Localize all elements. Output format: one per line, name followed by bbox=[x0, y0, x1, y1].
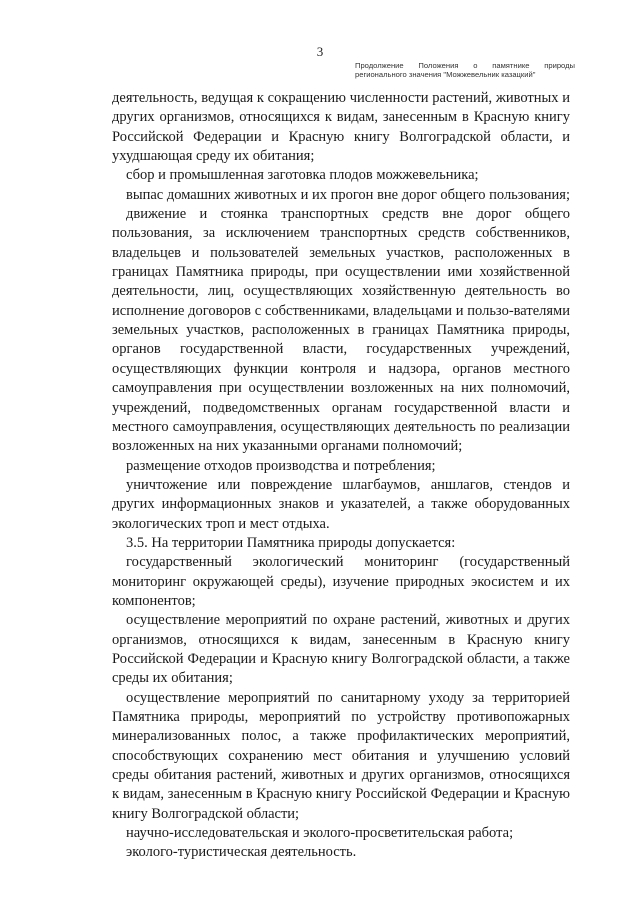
paragraph: осуществление мероприятий по санитарному уходу за территорией Памятника природы, мероприятий по устройству противопожарных минерализованных полос, а также профилактических мероприятий, способствующих сохранению мест обитания и улучшению условий среды обитания растений, животных и других организмов, относящихся к видам, занесенным в Красную книгу Российской Федерации и Красную книгу Волгоградской области; bbox=[112, 689, 570, 822]
header-note-line: Продолжение Положения о памятнике природы bbox=[355, 61, 575, 70]
paragraph: размещение отходов производства и потребления; bbox=[126, 457, 436, 474]
paragraph: выпас домашних животных и их прогон вне дорог общего пользования; bbox=[126, 186, 570, 203]
page-number: 3 bbox=[316, 44, 324, 59]
header-note-line: регионального значения "Можжевельник казацкий" bbox=[355, 70, 536, 79]
paragraph: научно-исследовательская и эколого-просветительская работа; bbox=[126, 825, 514, 842]
paragraph: деятельность, ведущая к сокращению численности растений, животных и других организмов, относящихся к видам, занесенным в Красную книгу Российской Федерации и Красную книгу Волгоградской области, и ухудшающая среду их обитания; bbox=[112, 90, 570, 165]
paragraph: эколого-туристическая деятельность. bbox=[126, 844, 357, 861]
document-body bbox=[112, 89, 570, 863]
paragraph: осуществление мероприятий по охране растений, животных и других организмов, относящихся к видам, занесенным в Красную книгу Российской Федерации и Красную книгу Волгоградской области, а также среды их обитания; bbox=[112, 612, 570, 687]
paragraph: 3.5. На территории Памятника природы допускается: bbox=[126, 534, 456, 551]
paragraph: движение и стоянка транспортных средств вне дорог общего пользования, за исключением транспортных средств собственников, владельцев и пользователей земельных участков, расположенных в границах Памятника природы, при осуществлении ими хозяйственной деятельности, лиц, осуществляющих хозяйственную деятельность во исполнение договоров с собственниками, владельцами и пользо-вателями земельных участков, расположенных в границах Памятника природы, органов государственной власти, государственных учреждений, осуществляющих функции контроля и надзора, органов местного самоуправления при осуществлении возложенных на них полномочий, учреждений, подведомственных органам государственной власти и местного самоуправления, осуществляющих деятельность по реализации возложенных на них указанными органами полномочий; bbox=[112, 206, 570, 455]
header-note bbox=[355, 61, 575, 79]
paragraph: сбор и промышленная заготовка плодов можжевельника; bbox=[126, 167, 479, 184]
paragraph: уничтожение или повреждение шлагбаумов, аншлагов, стендов и других информационных знаков и указателей, а также оборудованных экологических троп и мест отдыха. bbox=[112, 476, 570, 532]
paragraph: государственный экологический мониторинг (государственный мониторинг окружающей среды), изучение природных экосистем и их компонентов; bbox=[112, 554, 570, 609]
